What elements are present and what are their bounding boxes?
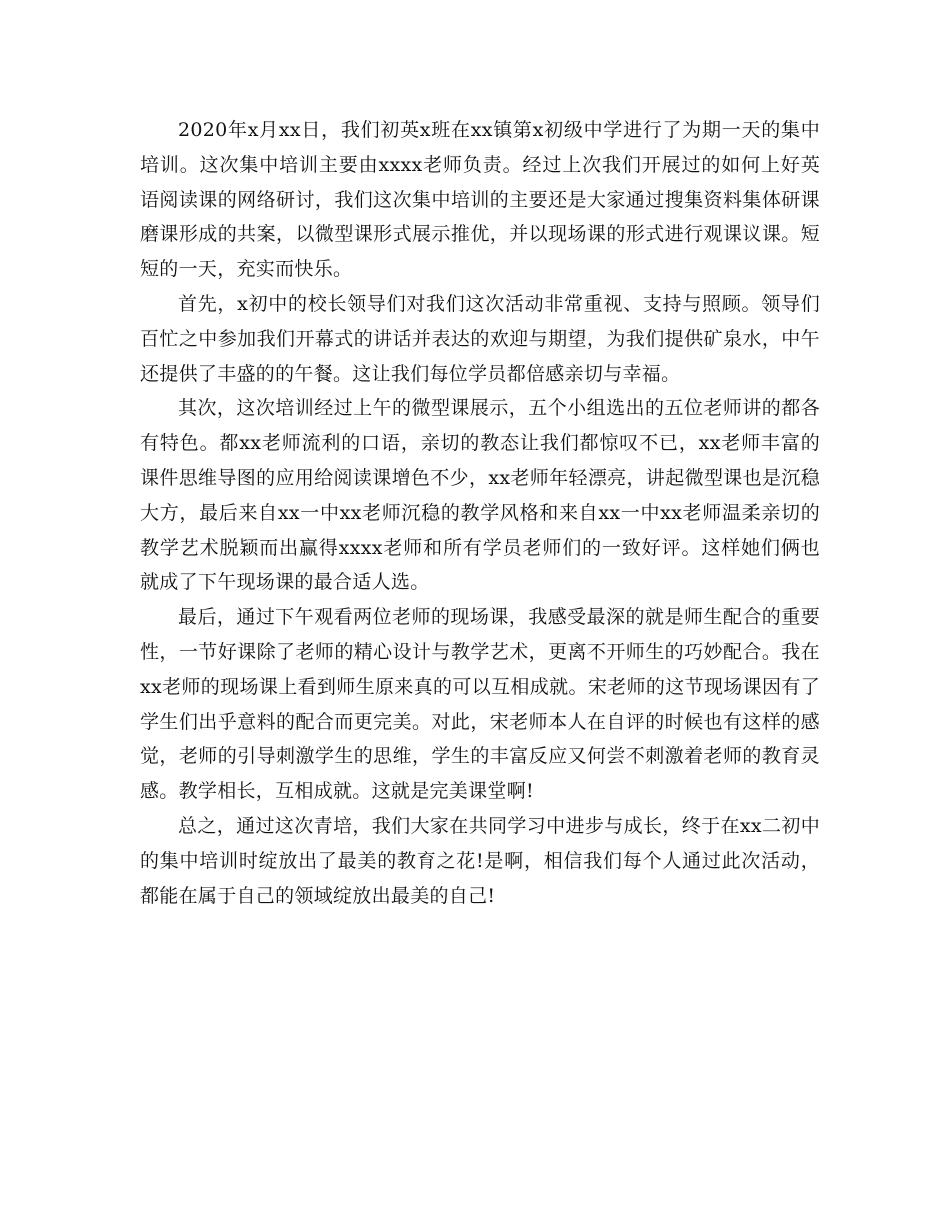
paragraph-intro: 2020年x月xx日，我们初英x班在xx镇第x初级中学进行了为期一天的集中培训。这次集中培训主要由xxxx老师负责。经过上次我们开展过的如何上好英语阅读课的网络研讨，我们这次集中培训的主要还是大家通过搜集资料集体研课磨课形成的共案，以微型课形式展示推优，并以现场课的形式进行观课议课。短短的一天，充实而快乐。 — [140, 119, 820, 281]
paragraph-conclusion: 总之，通过这次青培，我们大家在共同学习中进步与成长，终于在xx二初中的集中培训时绽放出了最美的教育之花!是啊，相信我们每个人通过此次活动，都能在属于自己的领域绽放出最美的自己! — [140, 814, 820, 907]
document-page — [140, 113, 820, 913]
paragraph-first: 首先，x初中的校长领导们对我们这次活动非常重视、支持与照顾。领导们百忙之中参加我们开幕式的讲话并表达的欢迎与期望，为我们提供矿泉水，中午还提供了丰盛的的午餐。这让我们每位学员都倍感亲切与幸福。 — [140, 292, 820, 385]
paragraph-last: 最后，通过下午观看两位老师的现场课，我感受最深的就是师生配合的重要性，一节好课除了老师的精心设计与教学艺术，更离不开师生的巧妙配合。我在xx老师的现场课上看到师生原来真的可以互相成就。宋老师的这节现场课因有了学生们出乎意料的配合而更完美。对此，宋老师本人在自评的时候也有这样的感觉，老师的引导刺激学生的思维，学生的丰富反应又何尝不刺激着老师的教育灵感。教学相长，互相成就。这就是完美课堂啊! — [140, 606, 820, 803]
paragraph-second: 其次，这次培训经过上午的微型课展示，五个小组选出的五位老师讲的都各有特色。都xx老师流利的口语，亲切的教态让我们都惊叹不已，xx老师丰富的课件思维导图的应用给阅读课增色不少，xx老师年轻漂亮，讲起微型课也是沉稳大方，最后来自xx一中xx老师沉稳的教学风格和来自xx一中xx老师温柔亲切的教学艺术脱颖而出赢得xxxx老师和所有学员老师们的一致好评。这样她们俩也就成了下午现场课的最合适人选。 — [140, 397, 820, 594]
